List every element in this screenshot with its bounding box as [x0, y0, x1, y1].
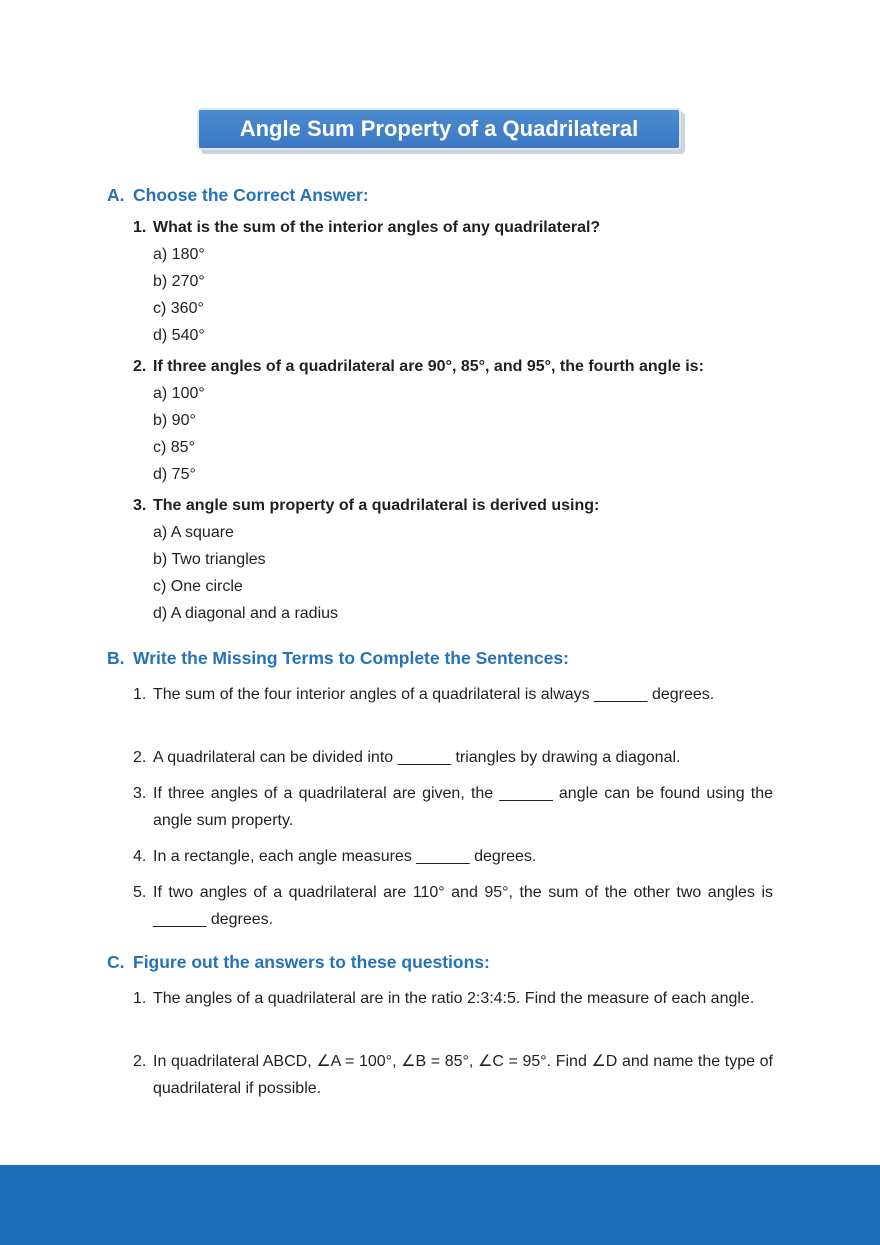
- item-text: The sum of the four interior angles of a quadrilateral is always ______ degrees.: [153, 686, 715, 703]
- item-number: 1.: [133, 990, 147, 1007]
- option: a) 180°: [153, 246, 205, 263]
- item-text: A quadrilateral can be divided into ______ triangles by drawing a diagonal.: [153, 749, 681, 766]
- question-text: The angle sum property of a quadrilateral is derived using:: [153, 497, 600, 514]
- fill-blank-item: [133, 681, 773, 708]
- item-number: 2.: [133, 749, 147, 766]
- option: a) 100°: [153, 385, 205, 402]
- section-c-title: Figure out the answers to these questions:: [133, 952, 490, 972]
- item-text: In quadrilateral ABCD, ∠A = 100°, ∠B = 85°, ∠C = 95°. Find ∠D and name the type of quadrilateral if possible.: [153, 1053, 773, 1097]
- option: c) 360°: [153, 300, 204, 317]
- question-1: [133, 219, 600, 237]
- fill-blank-item: [133, 780, 773, 834]
- section-c-letter: C.: [107, 952, 125, 972]
- option: d) 75°: [153, 466, 196, 483]
- question-3: [133, 497, 599, 515]
- question-number: 1.: [133, 219, 147, 236]
- option: c) One circle: [153, 578, 243, 595]
- option: b) 270°: [153, 273, 205, 290]
- item-number: 3.: [133, 785, 147, 802]
- option: d) A diagonal and a radius: [153, 605, 339, 622]
- section-b-letter: B.: [107, 648, 125, 668]
- question-text: What is the sum of the interior angles of any quadrilateral?: [153, 219, 601, 236]
- question-item: [133, 1048, 773, 1102]
- option: a) A square: [153, 524, 234, 541]
- fill-blank-item: [133, 879, 773, 933]
- item-number: 2.: [133, 1053, 147, 1070]
- fill-blank-item: [133, 843, 773, 870]
- question-2: [133, 358, 704, 376]
- item-text: The angles of a quadrilateral are in the ratio 2:3:4:5. Find the measure of each angle.: [153, 990, 755, 1007]
- option: c) 85°: [153, 439, 195, 456]
- section-b-heading: [107, 648, 569, 669]
- section-b-title: Write the Missing Terms to Complete the Sentences:: [133, 648, 569, 668]
- item-number: 4.: [133, 848, 147, 865]
- question-number: 3.: [133, 497, 147, 514]
- option: b) 90°: [153, 412, 196, 429]
- fill-blank-item: [133, 744, 773, 771]
- section-a-title: Choose the Correct Answer:: [133, 185, 369, 205]
- question-number: 2.: [133, 358, 147, 375]
- section-c-heading: [107, 952, 490, 973]
- item-number: 1.: [133, 686, 147, 703]
- page-title: Angle Sum Property of a Quadrilateral: [197, 108, 681, 150]
- item-text: In a rectangle, each angle measures ______ degrees.: [153, 848, 537, 865]
- item-text: If two angles of a quadrilateral are 110° and 95°, the sum of the other two angles is ______ degrees.: [153, 884, 773, 928]
- footer-bar: [0, 1165, 880, 1245]
- option: d) 540°: [153, 327, 205, 344]
- option: b) Two triangles: [153, 551, 266, 568]
- section-a-heading: [107, 185, 369, 206]
- section-a-letter: A.: [107, 185, 125, 205]
- item-text: If three angles of a quadrilateral are given, the ______ angle can be found using the angle sum property.: [153, 785, 773, 829]
- question-text: If three angles of a quadrilateral are 90°, 85°, and 95°, the fourth angle is:: [153, 358, 704, 375]
- item-number: 5.: [133, 884, 147, 901]
- question-item: [133, 985, 773, 1012]
- title-banner: [197, 108, 681, 150]
